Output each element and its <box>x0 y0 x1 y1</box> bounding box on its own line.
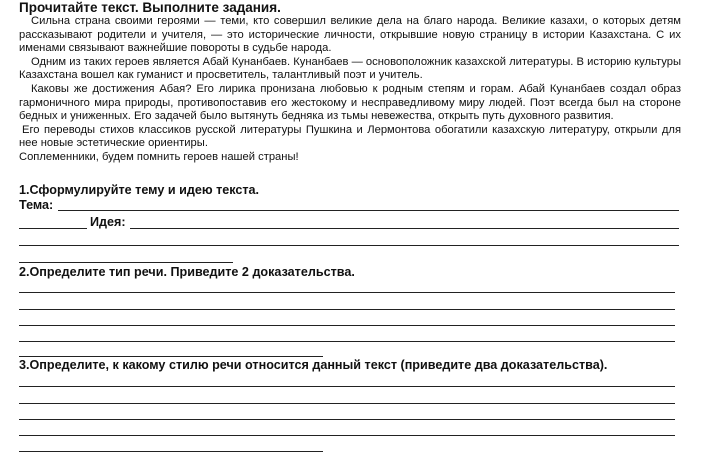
task-3-answer-line-4[interactable] <box>19 435 675 436</box>
text-paragraph-4: Его переводы стихов классиков русской литературы Пушкина и Лермонтова обогатили казахскую литературу, открыли для нее новые эстетические ориентиры. <box>19 123 681 150</box>
text-paragraph-1: Сильна страна своими героями — теми, кто совершил великие дела на благо народа. Великие казахи, о которых детям рассказывают родители и учителя, — это исторические личности, открывшие новую страницу в истории Казахстана. С их именами связывают важнейшие повороты в судьбе народа. <box>19 15 681 55</box>
task-3-answer-line-3[interactable] <box>19 419 675 420</box>
task-3-answer-line-1[interactable] <box>19 386 675 387</box>
task-1-title: 1.Сформулируйте тему и идею текста. <box>19 183 260 197</box>
task-3-answer-line-2[interactable] <box>19 403 675 404</box>
text-paragraph-5: Соплеменники, будем помнить героев нашей страны! <box>19 150 299 163</box>
theme-label: Тема: <box>19 198 54 212</box>
task-3-title: 3.Определите, к какому стилю речи относится данный текст (приведите два доказательства). <box>19 358 608 372</box>
task-2-answer-line-3[interactable] <box>19 325 675 326</box>
text-paragraph-2: Одним из таких героев является Абай Кунанбаев. Кунанбаев — основоположник казахской литературы. В историю культуры Казахстана вошел как гуманист и просветитель, талантливый поэт и учитель. <box>19 55 681 82</box>
task-2-answer-line-2[interactable] <box>19 309 675 310</box>
theme-answer-line[interactable] <box>58 210 679 211</box>
idea-label: Идея: <box>90 215 126 229</box>
text-paragraph-3: Каковы же достижения Абая? Его лирика пронизана любовью к родным степям и горам. Абай Кунанбаев создал образ гармоничного мира природы, противопоставив его жестокому и несправедливому миру людей. Поэт всегда был на стороне бедных и униженных. Его задачей было вытянуть бедняка из тьмы невежества, открыть путь духовного развития. <box>19 82 681 123</box>
task-1-answer-line-4[interactable] <box>19 262 233 263</box>
task-2-answer-line-1[interactable] <box>19 292 675 293</box>
task-2-answer-line-4[interactable] <box>19 341 675 342</box>
worksheet-heading: Прочитайте текст. Выполните задания. <box>19 0 281 15</box>
idea-prefix-line[interactable] <box>19 228 87 229</box>
task-1-answer-line-3[interactable] <box>19 245 679 246</box>
task-2-answer-line-5[interactable] <box>19 356 323 357</box>
task-3-answer-line-5[interactable] <box>19 451 323 452</box>
task-2-title: 2.Определите тип речи. Приведите 2 доказательства. <box>19 265 355 279</box>
idea-answer-line[interactable] <box>130 228 679 229</box>
reading-text <box>19 15 681 165</box>
